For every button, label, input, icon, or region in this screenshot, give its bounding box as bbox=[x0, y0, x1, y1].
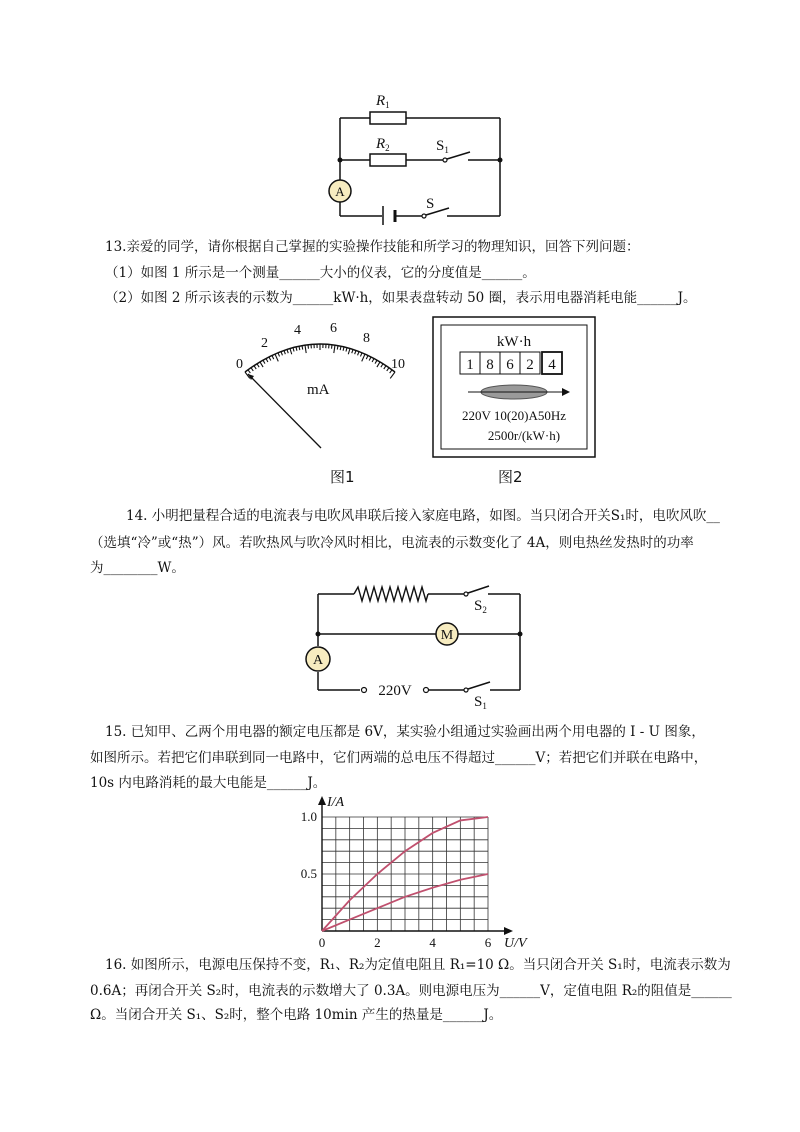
dial-tick-4: 4 bbox=[294, 323, 301, 338]
svg-text:R1 bbox=[375, 93, 390, 110]
dial-tick-mark bbox=[251, 368, 253, 371]
q13-part2: （2）如图 2 所示该表的示数为______kW·h，如果表盘转动 50 圈，表示用电器消耗电能______J。 bbox=[105, 290, 697, 306]
voltage-label: 220V bbox=[378, 683, 412, 699]
q15-line1: 15. 已知甲、乙两个用电器的额定电压都是 6V，某实验小组通过实验画出两个用电器的 I - U 图象， bbox=[105, 724, 705, 740]
r2-sub: 2 bbox=[385, 143, 390, 153]
milliammeter-dial bbox=[225, 316, 415, 456]
q14-line1: 14. 小明把量程合适的电流表与电吹风串联后接入家庭电路，如图。当只闭合开关S₁时，电吹风吹__ bbox=[126, 508, 720, 524]
dial-tick-mark bbox=[254, 366, 256, 369]
s2-sub: 2 bbox=[482, 605, 487, 615]
x-tick-label: 0 bbox=[318, 935, 326, 950]
svg-text:S2 bbox=[474, 598, 487, 615]
dial-tick-2: 2 bbox=[261, 336, 268, 351]
switch-s2 bbox=[468, 586, 489, 593]
x-axis-label: U/V bbox=[504, 936, 527, 951]
q15-line3: 10s 内电路消耗的最大电能是______J。 bbox=[90, 775, 327, 791]
dial-tick-mark bbox=[348, 348, 350, 354]
resistor-r2 bbox=[370, 154, 406, 166]
meter-digit-3: 6 bbox=[506, 357, 514, 373]
dial-tick-mark bbox=[390, 372, 395, 378]
s2-label: S bbox=[474, 598, 483, 614]
energy-meter bbox=[432, 316, 596, 458]
q13-part1: （1）如图 1 所示是一个测量______大小的仪表，它的分度值是______。 bbox=[105, 265, 536, 281]
x-tick-label: 6 bbox=[484, 935, 492, 950]
dial-tick-mark bbox=[358, 352, 359, 356]
dial-tick-mark bbox=[377, 362, 380, 367]
dial-tick-mark bbox=[281, 352, 282, 356]
y-tick-label: 1.0 bbox=[300, 809, 317, 824]
top-circuit-diagram bbox=[320, 90, 520, 225]
dial-tick-mark bbox=[269, 357, 271, 361]
dial-tick-mark bbox=[263, 360, 265, 363]
dial-tick-mark bbox=[360, 353, 362, 357]
resistor-r1 bbox=[370, 112, 406, 124]
dial-tick-mark bbox=[372, 359, 374, 363]
x-tick-label: 4 bbox=[429, 935, 436, 950]
dial-tick-mark bbox=[366, 355, 368, 359]
y-axis-arrow bbox=[318, 796, 326, 805]
q15-line2: 如图所示。若把它们串联到同一电路中，它们两端的总电压不得超过______V；若把它们并联在电路中， bbox=[90, 750, 708, 766]
dial-tick-mark bbox=[369, 357, 371, 361]
meter-rate: 2500r/(kW·h) bbox=[487, 428, 561, 443]
ammeter-q14-label: A bbox=[312, 653, 324, 668]
dial-tick-mark bbox=[257, 364, 259, 367]
dial-tick-mark bbox=[387, 368, 389, 371]
dial-tick-mark bbox=[362, 354, 365, 361]
dial-tick-mark bbox=[302, 346, 303, 350]
r1-label: R bbox=[376, 93, 386, 109]
dial-tick-6: 6 bbox=[330, 321, 337, 336]
meter-digit-5: 4 bbox=[548, 357, 556, 373]
s1-q14-sub: 1 bbox=[482, 701, 487, 710]
iu-chart bbox=[290, 793, 540, 953]
dial-tick-mark bbox=[248, 370, 250, 373]
s-label: S bbox=[426, 196, 435, 212]
motor-label: M bbox=[440, 628, 454, 643]
meter-digit-4: 2 bbox=[526, 357, 534, 373]
heating-wire bbox=[354, 587, 428, 601]
r1-sub: 1 bbox=[385, 100, 390, 110]
dial-tick-mark bbox=[375, 360, 377, 363]
fig1-caption: 图1 bbox=[330, 468, 355, 486]
s1-q14-label: S bbox=[474, 694, 483, 710]
y-tick-label: 0.5 bbox=[300, 866, 317, 881]
dial-tick-mark bbox=[355, 350, 356, 354]
dial-tick-mark bbox=[284, 350, 285, 354]
dial-tick-mark bbox=[381, 364, 383, 367]
q16-line1: 16. 如图所示，电源电压保持不变，R₁、R₂为定值电阻且 R₁=10 Ω。当只闭合开关 S₁时，电流表示数为 bbox=[105, 957, 731, 973]
ammeter-label: A bbox=[335, 184, 345, 199]
dial-tick-mark bbox=[266, 359, 268, 363]
q13-intro: 13.亲爱的同学，请你根据自己掌握的实验操作技能和所学习的物理知识，回答下列问题： bbox=[105, 239, 640, 255]
dial-tick-mark bbox=[272, 355, 274, 359]
energy-meter-unit: kW·h bbox=[496, 334, 532, 350]
dial-unit: mA bbox=[307, 382, 330, 398]
fig2-caption: 图2 bbox=[498, 468, 523, 486]
q16-line2: 0.6A；再闭合开关 S₂时，电流表的示数增大了 0.3A。则电源电压为______V，定值电阻 R₂的阻值是______ bbox=[90, 983, 732, 999]
dial-tick-10: 10 bbox=[391, 357, 405, 372]
dial-tick-8: 8 bbox=[363, 331, 370, 346]
dial-tick-mark bbox=[305, 345, 306, 353]
dial-tick-mark bbox=[260, 362, 263, 367]
svg-text:R2 bbox=[375, 136, 390, 153]
s1-sub: 1 bbox=[444, 145, 449, 155]
dial-tick-mark bbox=[346, 348, 347, 352]
dial-tick-0: 0 bbox=[236, 357, 243, 372]
dial-tick-mark bbox=[278, 353, 280, 357]
svg-text:S1 bbox=[474, 694, 487, 710]
switch-s1-q14 bbox=[468, 682, 490, 689]
q14-line3: 为________W。 bbox=[90, 560, 185, 576]
dial-tick-mark bbox=[293, 348, 294, 352]
q14-line2: （选填“冷”或“热”）风。若吹热风与吹冷风时相比，电流表的示数变化了 4A，则电热丝发热时的功率 bbox=[90, 535, 694, 551]
x-axis-arrow bbox=[504, 927, 513, 935]
switch-s1 bbox=[447, 152, 470, 159]
dial-tick-mark bbox=[290, 348, 292, 354]
meter-digit-1: 1 bbox=[466, 357, 474, 373]
y-axis-label: I/A bbox=[327, 795, 345, 810]
meter-digit-2: 8 bbox=[486, 357, 494, 373]
dial-tick-mark bbox=[275, 354, 278, 361]
dial-tick-mark bbox=[337, 346, 338, 350]
q16-line3: Ω。当闭合开关 S₁、S₂时，整个电路 10min 产生的热量是______J。 bbox=[90, 1007, 503, 1023]
dial-tick-mark bbox=[352, 349, 353, 353]
s1-label: S bbox=[436, 138, 445, 154]
hairdryer-circuit bbox=[268, 580, 528, 710]
meter-spec: 220V 10(20)A50Hz bbox=[461, 408, 567, 423]
r2-label: R bbox=[376, 136, 386, 152]
dial-tick-mark bbox=[384, 366, 386, 369]
svg-text:S1 bbox=[436, 138, 449, 155]
dial-tick-mark bbox=[334, 345, 335, 353]
x-tick-label: 2 bbox=[374, 935, 381, 950]
dial-tick-mark bbox=[287, 349, 288, 353]
